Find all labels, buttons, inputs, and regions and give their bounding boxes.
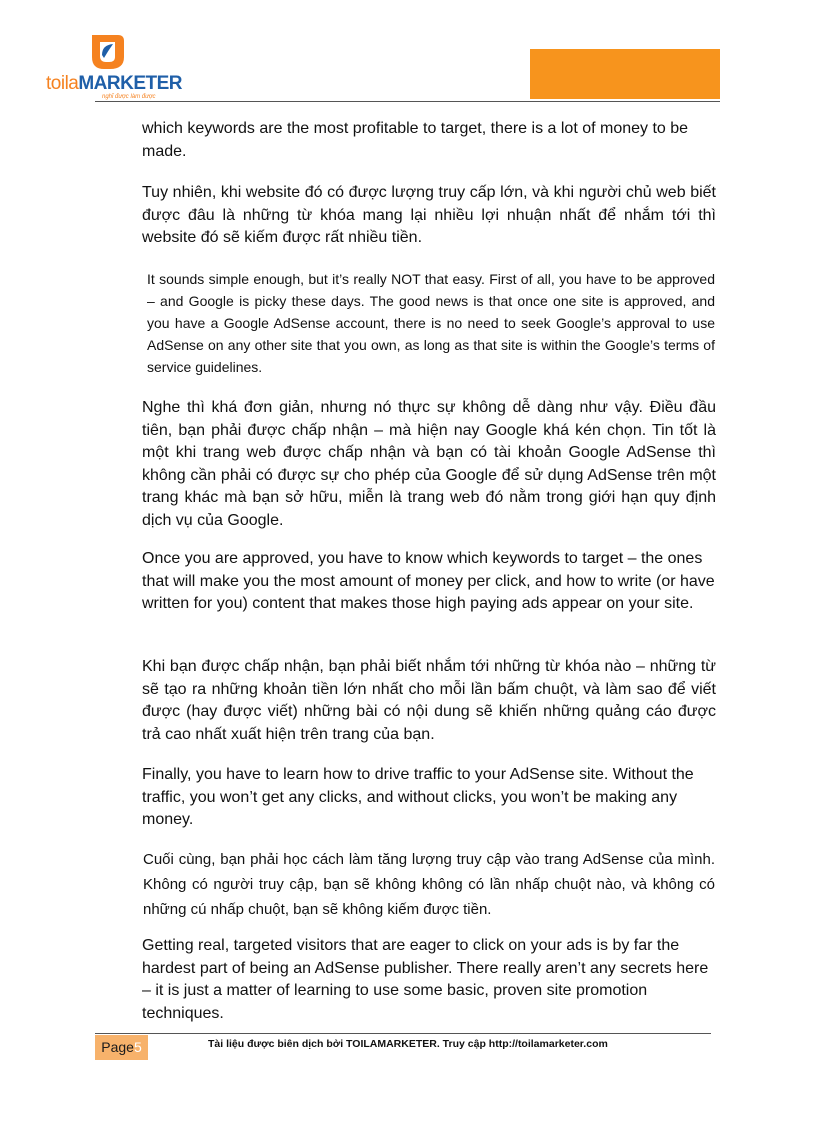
logo-tagline: nghĩ được làm được [102,94,156,100]
paragraph-vi-2: Nghe thì khá đơn giản, nhưng nó thực sự không dễ dàng như vậy. Điều đầu tiên, bạn phải được chấp nhận – mà hiện nay Google khá kén chọn. Tin tốt là một khi trang web được chấp nhận và bạn có tài khoản Google AdSense thì không cần phải có được sự cho phép của Google để sử dụng AdSense trên một trang khác mà bạn sở hữu, miễn là trang web đó nằm trong giới hạn quy định dịch vụ của Google. [142,399,716,529]
paragraph-vi-1: Tuy nhiên, khi website đó có được lượng truy cấp lớn, và khi người chủ web biết được đâu là những từ khóa mang lại nhiều lợi nhuận nhất để nhắm tới thì website đó sẽ kiếm được rất nhiều tiền. [142,184,716,247]
logo-wordmark [46,73,182,95]
paragraph-en-3: Once you are approved, you have to know which keywords to target – the ones that will make you the most amount of money per click, and how to write (or have written for you) content that makes those high paying ads appear on your site. [142,550,715,613]
footer-credit: Tài liệu được biên dịch bởi TOILAMARKETER. Truy cập http://toilamarketer.com [208,1038,608,1050]
paragraph-vi-3: Khi bạn được chấp nhận, bạn phải biết nhắm tới những từ khóa nào – những từ sẽ tạo ra những khoản tiền lớn nhất cho mỗi lần bấm chuột, và làm sao để viết được (hay được viết) những bài có nội dung sẽ khiến những quảng cáo được trả cao nhất xuất hiện trên trang của bạn. [142,658,716,743]
logo-word-marketer: MARKETER [78,73,183,94]
brand-logo [46,31,186,101]
paragraph-en-5: Getting real, targeted visitors that are eager to click on your ads is by far the hardest part of being an AdSense publisher. There really aren’t any secrets here – it is just a matter of learning to use some basic, proven site promotion techniques. [142,937,709,1022]
footer-divider [95,1033,711,1034]
header-divider [95,101,720,102]
page-indicator [95,1035,148,1060]
page-label: Page [101,1039,134,1055]
paragraph-en-1: which keywords are the most profitable to target, there is a lot of money to be made. [142,120,689,160]
logo-drop-icon [88,31,128,71]
header-accent-block [530,49,720,99]
logo-word-toila: toila [46,73,79,94]
paragraph-en-4: Finally, you have to learn how to drive traffic to your AdSense site. Without the traffic, you won’t get any clicks, and without clicks, you won’t be making any money. [142,766,694,829]
paragraph-en-2: It sounds simple enough, but it’s really NOT that easy. First of all, you have to be approved – and Google is picky these days. The good news is that once one site is approved, and you have a Google AdSense account, there is no need to seek Google’s approval to use AdSense on any other site that you own, as long as that site is within the Google’s terms of service guidelines. [147,271,715,375]
paragraph-vi-4: Cuối cùng, bạn phải học cách làm tăng lượng truy cập vào trang AdSense của mình. Không có người truy cập, bạn sẽ không không có lần nhấp chuột nào, và không có những cú nhấp chuột, bạn sẽ không kiếm được tiền. [143,851,715,918]
page-number: 5 [133,1039,142,1055]
